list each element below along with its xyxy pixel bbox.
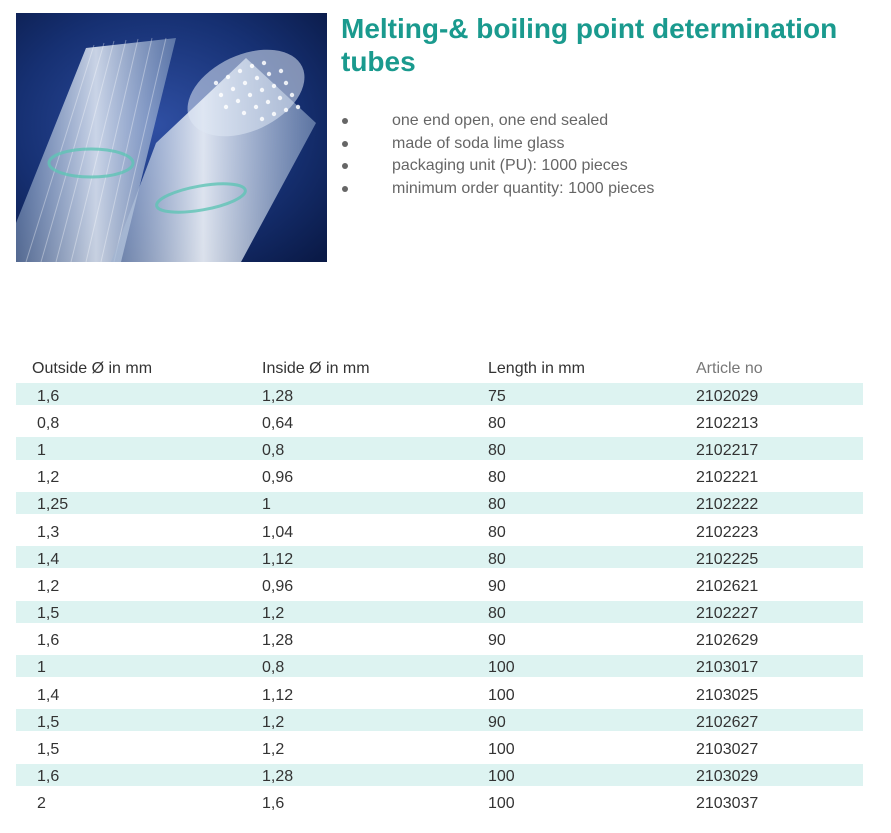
feature-item: one end open, one end sealed <box>341 110 654 133</box>
table-row <box>16 709 863 736</box>
header-outside-diameter: Outside Ø in mm <box>32 360 153 377</box>
cell-outside-diameter: 1,6 <box>16 383 262 410</box>
cell-inside-diameter: 1,28 <box>262 764 488 791</box>
cell-article-no: 2102213 <box>696 410 863 437</box>
table-row <box>16 628 863 655</box>
table-row <box>16 465 863 492</box>
table-row <box>16 764 863 791</box>
table-row <box>16 791 863 818</box>
cell-article-no: 2102217 <box>696 437 863 464</box>
feature-item: packaging unit (PU): 1000 pieces <box>341 155 654 178</box>
cell-length: 80 <box>488 546 696 573</box>
cell-inside-diameter: 0,96 <box>262 465 488 492</box>
table-header-row <box>16 355 863 383</box>
cell-inside-diameter: 1,2 <box>262 709 488 736</box>
cell-length: 90 <box>488 628 696 655</box>
cell-outside-diameter: 1,2 <box>16 465 262 492</box>
cell-article-no: 2102221 <box>696 465 863 492</box>
table-row <box>16 383 863 410</box>
table-row <box>16 492 863 519</box>
cell-inside-diameter: 1,12 <box>262 682 488 709</box>
feature-item: minimum order quantity: 1000 pieces <box>341 178 654 201</box>
bullet-icon <box>342 118 348 124</box>
cell-article-no: 2102627 <box>696 709 863 736</box>
cell-article-no: 2102029 <box>696 383 863 410</box>
table-row <box>16 573 863 600</box>
cell-outside-diameter: 1,4 <box>16 546 262 573</box>
cell-article-no: 2102227 <box>696 601 863 628</box>
cell-inside-diameter: 1,12 <box>262 546 488 573</box>
table-row <box>16 655 863 682</box>
table-row <box>16 519 863 546</box>
cell-length: 100 <box>488 655 696 682</box>
cell-length: 80 <box>488 465 696 492</box>
cell-inside-diameter: 0,8 <box>262 655 488 682</box>
cell-outside-diameter: 1,3 <box>16 519 262 546</box>
cell-outside-diameter: 1,25 <box>16 492 262 519</box>
cell-length: 100 <box>488 791 696 818</box>
cell-length: 90 <box>488 573 696 600</box>
cell-outside-diameter: 1,2 <box>16 573 262 600</box>
cell-outside-diameter: 2 <box>16 791 262 818</box>
cell-outside-diameter: 1,5 <box>16 736 262 763</box>
cell-length: 80 <box>488 519 696 546</box>
table-row <box>16 410 863 437</box>
cell-outside-diameter: 0,8 <box>16 410 262 437</box>
cell-length: 80 <box>488 437 696 464</box>
cell-outside-diameter: 1,6 <box>16 628 262 655</box>
table-row <box>16 601 863 628</box>
cell-inside-diameter: 1,2 <box>262 736 488 763</box>
cell-article-no: 2102225 <box>696 546 863 573</box>
cell-article-no: 2103037 <box>696 791 863 818</box>
cell-article-no: 2103029 <box>696 764 863 791</box>
cell-outside-diameter: 1 <box>16 437 262 464</box>
cell-article-no: 2103027 <box>696 736 863 763</box>
cell-outside-diameter: 1,4 <box>16 682 262 709</box>
page-title: Melting-& boiling point determination tubes <box>341 13 838 77</box>
cell-length: 80 <box>488 492 696 519</box>
cell-article-no: 2102629 <box>696 628 863 655</box>
feature-list <box>341 110 654 201</box>
cell-outside-diameter: 1,6 <box>16 764 262 791</box>
cell-inside-diameter: 1,04 <box>262 519 488 546</box>
cell-inside-diameter: 1,28 <box>262 628 488 655</box>
table-row <box>16 682 863 709</box>
cell-length: 90 <box>488 709 696 736</box>
table-row <box>16 546 863 573</box>
cell-inside-diameter: 0,96 <box>262 573 488 600</box>
product-photo <box>16 13 327 262</box>
cell-length: 100 <box>488 682 696 709</box>
cell-length: 80 <box>488 410 696 437</box>
bullet-icon <box>342 186 348 192</box>
cell-length: 80 <box>488 601 696 628</box>
cell-article-no: 2103017 <box>696 655 863 682</box>
cell-outside-diameter: 1 <box>16 655 262 682</box>
header-article-no: Article no <box>696 360 763 377</box>
bullet-icon <box>342 141 348 147</box>
cell-article-no: 2102223 <box>696 519 863 546</box>
cell-inside-diameter: 1,6 <box>262 791 488 818</box>
cell-inside-diameter: 0,8 <box>262 437 488 464</box>
bullet-icon <box>342 163 348 169</box>
feature-item: made of soda lime glass <box>341 133 654 156</box>
spec-table <box>16 355 863 818</box>
header-inside-diameter: Inside Ø in mm <box>262 360 370 377</box>
cell-length: 100 <box>488 764 696 791</box>
cell-article-no: 2103025 <box>696 682 863 709</box>
cell-length: 75 <box>488 383 696 410</box>
cell-article-no: 2102222 <box>696 492 863 519</box>
cell-inside-diameter: 0,64 <box>262 410 488 437</box>
cell-inside-diameter: 1 <box>262 492 488 519</box>
cell-outside-diameter: 1,5 <box>16 709 262 736</box>
header-length: Length in mm <box>488 360 585 377</box>
table-row <box>16 736 863 763</box>
cell-article-no: 2102621 <box>696 573 863 600</box>
cell-length: 100 <box>488 736 696 763</box>
cell-outside-diameter: 1,5 <box>16 601 262 628</box>
cell-inside-diameter: 1,28 <box>262 383 488 410</box>
cell-inside-diameter: 1,2 <box>262 601 488 628</box>
table-row <box>16 437 863 464</box>
